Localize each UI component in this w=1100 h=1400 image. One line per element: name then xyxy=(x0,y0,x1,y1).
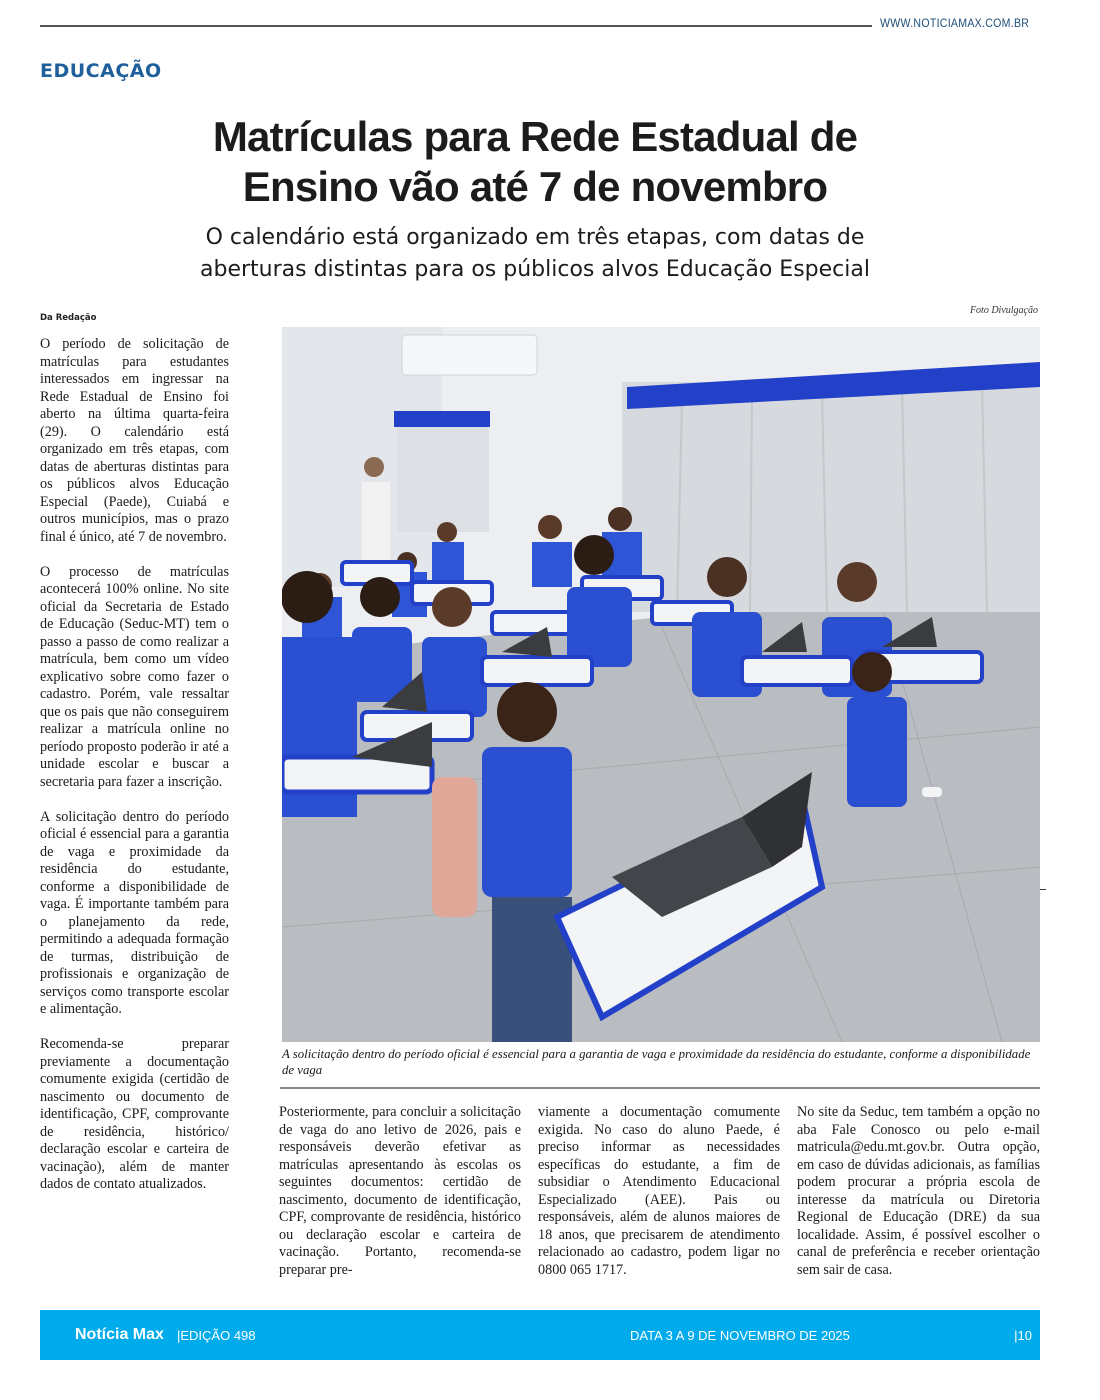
paragraph: O período de solicitação de matrículas para estudantes interessados em ingressar na Rede Estadual de Ensino foi aberto na última quarta-feira (29). O calendário está organizado em três etapas, com datas de aberturas distintas para os públicos alvos Educação Especial (Paede), Cuiabá e outros municípios, mas o prazo final é único, até 7 de novembro. xyxy=(40,336,229,545)
site-url[interactable]: WWW.NOTICIAMAX.COM.BR xyxy=(880,18,1030,30)
footer-date: DATA 3 A 9 DE NOVEMBRO DE 2025 xyxy=(630,1328,850,1343)
student-front-right xyxy=(847,697,907,807)
subheadline-line-1: O calendário está organizado em três etapas, com datas de xyxy=(205,225,865,250)
classroom-photo-illustration xyxy=(282,327,1040,1042)
footer-page-number: |10 xyxy=(1014,1328,1032,1343)
paragraph: A solicitação dentro do período oficial é essencial para a garantia de vaga e proximidade da residência do estudante, conforme a disponibilidade de vaga. É importante também para o planejamento da rede, permitindo a adequada formação de turmas, distribuição de profissionais e organização de serviços como transporte escolar e alimentação. xyxy=(40,808,229,1017)
footer-brand: Notícia Max xyxy=(75,1326,164,1343)
caption-rule xyxy=(280,1087,1040,1089)
backpack xyxy=(432,777,477,917)
headline-line-1: Matrículas para Rede Estadual de xyxy=(212,113,858,160)
footer-edition: |EDIÇÃO 498 xyxy=(177,1328,256,1343)
curtain-left xyxy=(397,412,489,532)
photo-caption: A solicitação dentro do período oficial é essencial para a garantia de vaga e proximidade da residência do estudante, conforme a disponibilidade de vaga xyxy=(282,1047,1031,1077)
bottom-column-1: Posteriormente, para concluir a solicitação de vaga do ano letivo de 2026, pais e responsáveis deverão efetivar as matrículas apresentando às escolas os seguintes documentos: certidão de nascimento, documento de identificação, CPF, comprovante de residência, histórico ou declaração escolar e carteira de vacinação. Portanto, recomenda-se preparar pre- xyxy=(279,1104,521,1278)
subheadline-line-2: aberturas distintas para os públicos alvos Educação Especial xyxy=(200,257,870,282)
footer-bar xyxy=(40,1310,1040,1360)
sneaker xyxy=(922,787,942,797)
student-front-girl xyxy=(482,747,572,897)
headline-line-2: Ensino vão até 7 de novembro xyxy=(242,163,828,210)
article-photo xyxy=(282,327,1040,1042)
paragraph: Recomenda-se preparar previamente a documentação comumente exigida (certidão de nascimento ou documento de identificação, CPF, comprovante de residência, histórico/ declaração escolar e carteira de vacinação), além de manter dados de contato atualizados. xyxy=(40,1036,229,1192)
bottom-column-2: viamente a documentação comumente exigida. No caso do aluno Paede, é preciso informar as necessidades específicas do estudante, a fim de subsidiar o Atendimento Educacional Especializado (AEE). Pais ou responsáveis, além de alunos maiores de 18 anos, que precisarem de atendimento relacionado ao cadastro, podem ligar no 0800 065 1717. xyxy=(538,1104,780,1278)
subheadline xyxy=(100,222,970,286)
margin-tick xyxy=(1040,889,1046,890)
section-label: EDUCAÇÃO xyxy=(40,60,162,82)
photo-credit: Foto Divulgação xyxy=(969,305,1038,316)
left-column xyxy=(40,336,229,1211)
air-conditioner xyxy=(402,335,537,375)
headline xyxy=(100,112,970,212)
paragraph: O processo de matrículas acontecerá 100% online. No site oficial da Secretaria de Estado de Educação (Seduc-MT) tem o passo a passo de como realizar a matrícula, bem como um vídeo explicativo sobre como fazer o cadastro. Porém, vale ressaltar que os pais que não conseguirem realizar a matrícula online no período proposto poderão ir até a unidade escolar e buscar a secretaria para fazer a inscrição. xyxy=(40,563,229,790)
bottom-column-3: No site da Seduc, tem também a opção no aba Fale Conosco ou pelo e-mail matricula@edu.mt.gov.br. Outra opção, em caso de dúvidas adicionais, as famílias podem procurar a própria escola de interesse da matrícula ou Diretoria Regional de Educação (DRE) da sua localidade. Assim, é possível escolher o canal de preferência e receber orientação sem sair de casa. xyxy=(797,1104,1040,1278)
teacher xyxy=(362,482,390,562)
curtain-right xyxy=(622,382,1040,612)
curtain-valance-left xyxy=(394,411,490,427)
header-rule xyxy=(40,25,872,27)
byline: Da Redação xyxy=(40,313,97,323)
